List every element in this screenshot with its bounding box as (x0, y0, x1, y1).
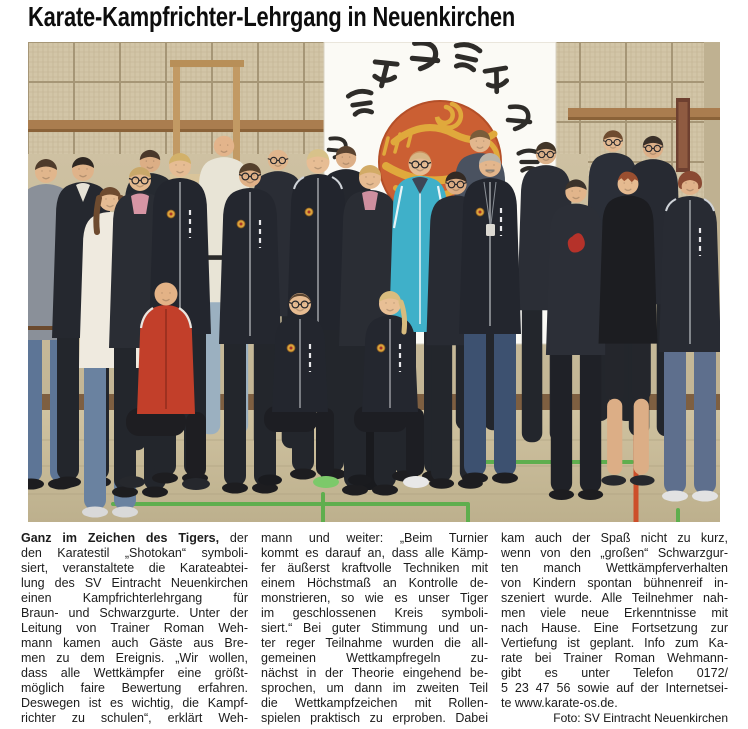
text-line: Vertiefung ist geplant. Info zum Ka- (501, 636, 728, 650)
text-line: von Kindern spontan bühnenreif in- (501, 576, 728, 590)
text-line: Braun- und Schwarzgurte. Unter der (21, 606, 248, 620)
text-column-1 (21, 531, 248, 726)
lead-line (21, 531, 248, 546)
text-line: mann und weiter: „Beim Turnier (261, 531, 488, 545)
text-line: gemeinen Wettkampfregeln zu- (261, 651, 488, 665)
column-1-lines (21, 546, 248, 726)
text-line: sprochen, um dann im zweiten Teil (261, 681, 488, 695)
text-line: richter zu schulen“, erklärt Weh- (21, 711, 248, 725)
text-line: Deswegen ist es wichtig, die Kampf- (21, 696, 248, 710)
text-column-2 (261, 531, 488, 726)
karate-group (28, 130, 720, 518)
text-line: rate bei Trainer Roman Wehmann- (501, 651, 728, 665)
text-line: dass alle Wettkämpfer eine größt- (21, 666, 248, 680)
text-line: szeniert wurde. Alle Teilnehmer nah- (501, 591, 728, 605)
text-line: kam auch der Spaß nicht zu kurz, (501, 531, 728, 545)
article-headline: Karate-Kampfrichter-Lehrgang in Neuenkirchen (28, 1, 516, 32)
text-line: 5 23 47 56 sowie auf der Internetsei- (501, 681, 728, 695)
photo-credit: Foto: SV Eintracht Neuenkirchen (553, 711, 728, 725)
text-line: den Karatestil „Shotokan“ symboli- (21, 546, 248, 560)
text-line: nach Hause. Eine Fortsetzung zur (501, 621, 728, 635)
text-line: kommt es darauf an, dass alle Kämp- (261, 546, 488, 560)
text-line: fer äußerst kraftvolle Techniken mit (261, 561, 488, 575)
column-3-lines (501, 531, 728, 696)
text-line: ter reger Teilnahme wurden die all- (261, 636, 488, 650)
text-line: wenn von den „großen“ Schwarzgur- (501, 546, 728, 560)
text-line: men zu dem Ereignis. „Wir wollen, (21, 651, 248, 665)
article-body (21, 531, 728, 726)
column-2-lines (261, 531, 488, 726)
text-line: ten manch Wettkämpferverhalten (501, 561, 728, 575)
article-photo (28, 42, 720, 522)
text-line: men viele neue Erkenntnisse mit (501, 606, 728, 620)
text-line: einen Kampfrichterlehrgang für (21, 591, 248, 605)
group-photo-illustration (28, 42, 720, 522)
text-line: die Wettkampfzeichen mit Rollen- (261, 696, 488, 710)
lead-bold: Ganz im Zeichen des Tigers, (21, 531, 220, 545)
text-line: im geschlossenen Kreis symboli- (261, 606, 488, 620)
text-line: spielen praktisch zu erproben. Dabei (261, 711, 488, 725)
text-line: Leitung von Trainer Roman Weh- (21, 621, 248, 635)
text-line: mann kamen auch Gäste aus Bre- (21, 636, 248, 650)
text-line: monstrieren, so wie es unser Tiger (261, 591, 488, 605)
text-line: lung des SV Eintracht Neuenkirchen (21, 576, 248, 590)
text-line: gibt es unter Telefon 0172/ (501, 666, 728, 680)
text-column-3 (501, 531, 728, 726)
column-3-last-line: te www.karate-os.de. (501, 696, 618, 710)
lead-rest: der (219, 531, 248, 545)
text-line: nächst in der Theorie eingehend be- (261, 666, 488, 680)
text-line: möglich faire Bewertung erfahren. (21, 681, 248, 695)
text-line: einem Höchstmaß an Kontrolle de- (261, 576, 488, 590)
text-line: siert, veranstaltete die Karateabtei- (21, 561, 248, 575)
text-line: siert.“ Bei guter Stimmung und un- (261, 621, 488, 635)
